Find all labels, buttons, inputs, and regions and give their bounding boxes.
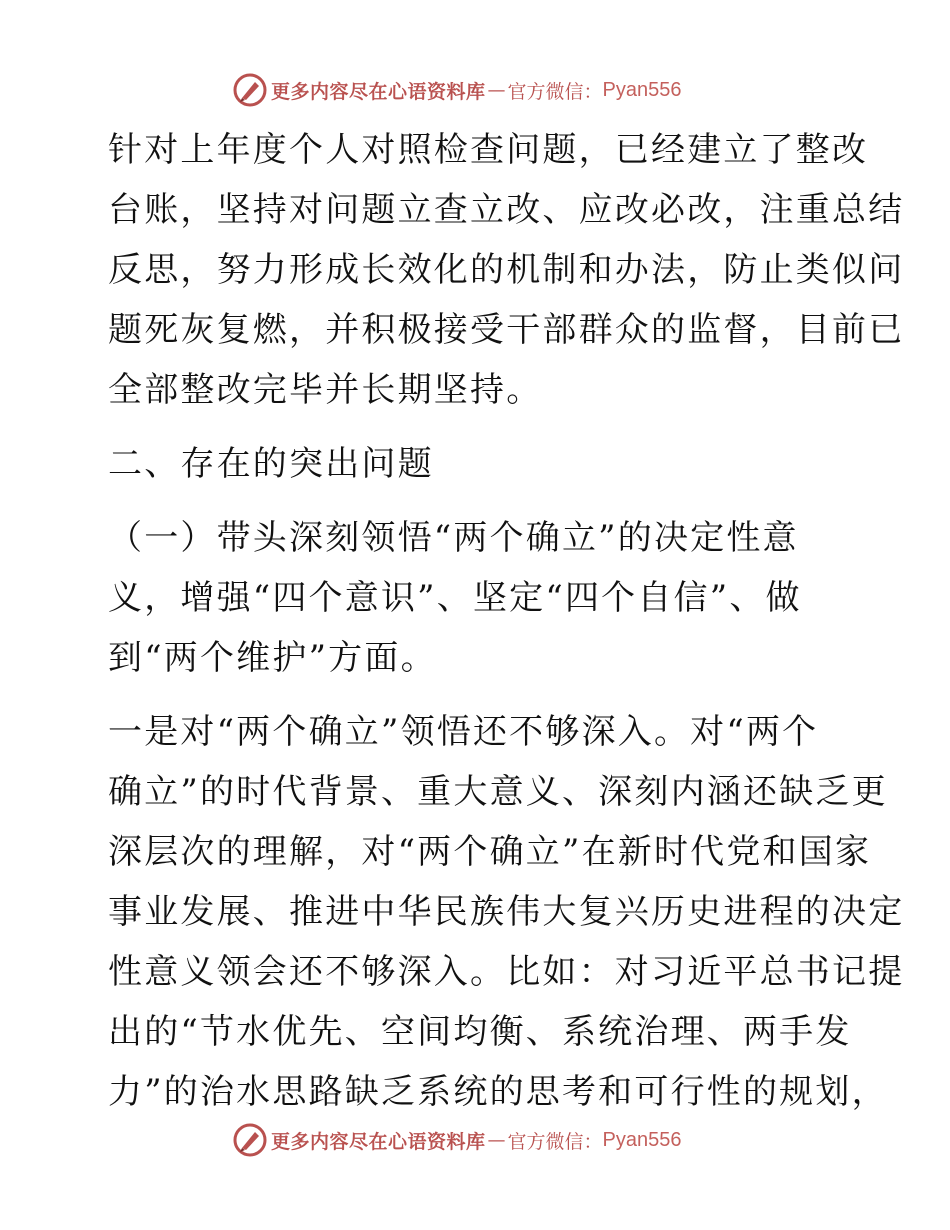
watermark-wechat-id: Pyan556 [602,78,682,101]
watermark-wechat-label: 官方微信： [507,1130,603,1153]
text-line: 到“两个维护”方面。 [108,638,437,678]
text-line: 事业发展、推进中华民族伟大复兴历史进程的决定 [108,892,905,932]
watermark-wechat-label: 官方微信： [507,80,603,103]
heading-line: 二、存在的突出问题 [108,444,434,484]
text-line: 义，增强“四个意识”、坚定“四个自信”、做 [108,578,802,618]
watermark-header [233,70,682,110]
text-line: 出的“节水优先、空间均衡、系统治理、两手发 [108,1012,852,1052]
text-line: 全部整改完毕并长期坚持。 [108,370,543,410]
text-line: 深层次的理解，对“两个确立”在新时代党和国家 [108,832,872,872]
pen-logo-icon [233,1123,267,1157]
text-line: 确立”的时代背景、重大意义、深刻内涵还缺乏更 [108,772,888,812]
section-heading [98,434,858,494]
watermark-text: 更多内容尽在心语资料库 [271,80,486,103]
text-line: 针对上年度个人对照检查问题，已经建立了整改 [108,130,869,170]
watermark-text: 更多内容尽在心语资料库 [271,1130,486,1153]
text-line: 性意义领会还不够深入。比如：对习近平总书记提 [108,952,905,992]
watermark-dash: — [487,79,506,101]
text-line: 题死灰复燃，并积极接受干部群众的监督，目前已 [108,310,905,350]
text-line: 力”的治水思路缺乏系统的思考和可行性的规划， [108,1072,888,1112]
text-line: 反思，努力形成长效化的机制和办法，防止类似问 [108,250,905,290]
subsection-heading [98,508,858,688]
watermark-footer [233,1120,682,1160]
document-body [98,120,905,1122]
text-line: （一）带头深刻领悟“两个确立”的决定性意 [108,518,799,558]
text-line: 台账，坚持对问题立查立改、应改必改，注重总结 [108,190,905,230]
text-line: 一是对“两个确立”领悟还不够深入。对“两个 [108,712,819,752]
paragraph-rectification [98,120,905,420]
watermark-dash: — [487,1129,506,1151]
pen-logo-icon [233,73,267,107]
watermark-wechat-id: Pyan556 [602,1128,682,1151]
paragraph-point-one [98,702,905,1122]
